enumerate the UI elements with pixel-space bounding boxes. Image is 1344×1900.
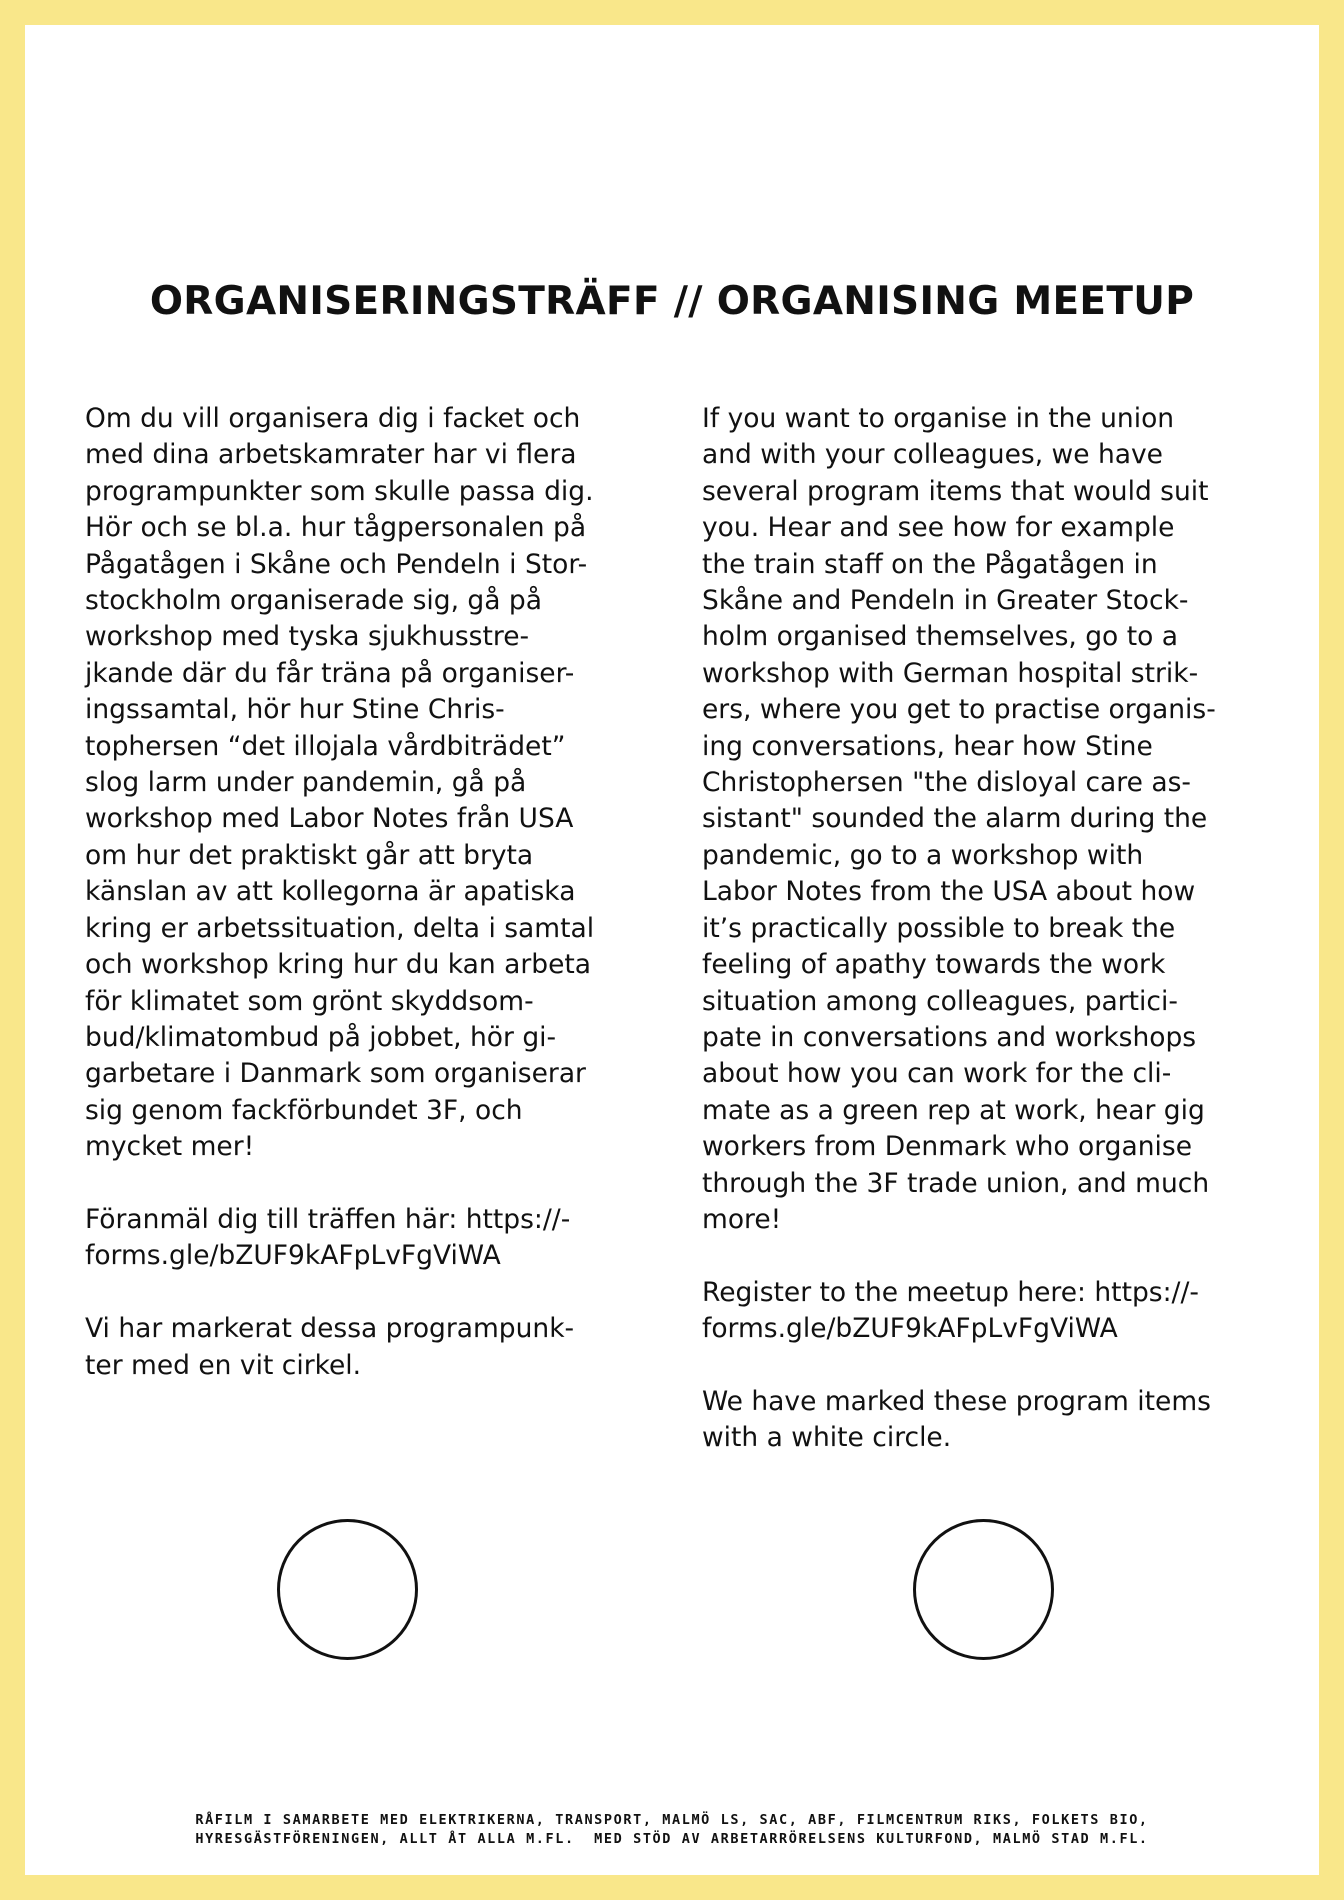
text-line: Pågatågen i Skåne och Pendeln i Stor-	[85, 548, 588, 580]
text-line: workshop with German hospital strik-	[702, 657, 1199, 689]
text-line: garbetare i Danmark som organiserar	[85, 1058, 586, 1090]
text-line: Christophersen "the disloyal care as-	[702, 767, 1191, 799]
text-line: Hör och se bl.a. hur tågpersonalen på	[85, 512, 587, 544]
text-line: We have marked these program items	[702, 1385, 1211, 1417]
text-line: situation among colleagues, partici-	[702, 985, 1178, 1017]
poster-page	[25, 25, 1319, 1875]
text-line: several program items that would suit	[702, 475, 1209, 507]
english-register-paragraph	[702, 1275, 1262, 1348]
text-line: Om du vill organisera dig i facket och	[85, 403, 581, 434]
text-line: ingssamtal, hör hur Stine Chris-	[85, 694, 505, 726]
text-line: mate as a green rep at work, hear gig	[702, 1094, 1205, 1126]
swedish-body-paragraph	[85, 401, 637, 1166]
text-line: ers, where you get to practise organis-	[702, 694, 1216, 726]
text-line: with a white circle.	[702, 1422, 952, 1454]
text-line: Vi har markerat dessa programpunk-	[85, 1313, 575, 1345]
text-line: Register to the meetup here: https://-	[702, 1276, 1199, 1308]
text-line: ter med en vit cirkel.	[85, 1349, 362, 1381]
swedish-marked-paragraph	[85, 1311, 637, 1384]
text-line: the train staff on the Pågatågen in	[702, 548, 1158, 580]
text-line: workers from Denmark who organise	[702, 1131, 1193, 1163]
text-line: you. Hear and see how for example	[702, 512, 1175, 544]
text-line: och workshop kring hur du kan arbeta	[85, 949, 592, 981]
text-line: and with your colleagues, we have	[702, 439, 1163, 471]
text-line: it’s practically possible to break the	[702, 912, 1176, 944]
text-line: forms.gle/bZUF9kAFpLvFgViWA	[85, 1240, 501, 1272]
text-line: workshop med tyska sjukhusstre-	[85, 621, 530, 653]
english-column	[702, 401, 1262, 1493]
white-circle-marker-swedish	[277, 1519, 418, 1660]
footer-credits-line-2: HYRESGÄSTFÖRENINGEN, ALLT ÅT ALLA M.FL. MED STÖD AV ARBETARRÖRELSENS KULTURFOND, MALMÖ STAD M.FL.	[195, 1831, 1149, 1847]
text-line: Föranmäl dig till träffen här: https://-	[85, 1203, 571, 1235]
text-line: jkande där du får träna på organiser-	[85, 657, 575, 689]
swedish-register-paragraph	[85, 1202, 637, 1275]
text-line: holm organised themselves, go to a	[702, 621, 1178, 653]
text-line: med dina arbetskamrater har vi flera	[85, 439, 577, 471]
text-line: bud/klimatombud på jobbet, hör gi-	[85, 1021, 557, 1053]
text-line: more!	[702, 1203, 782, 1235]
text-line: Labor Notes from the USA about how	[702, 876, 1196, 908]
text-line: forms.gle/bZUF9kAFpLvFgViWA	[702, 1313, 1118, 1345]
text-line: ing conversations, hear how Stine	[702, 730, 1153, 762]
white-circle-marker-english	[913, 1519, 1054, 1660]
english-marked-paragraph	[702, 1384, 1262, 1457]
text-line: feeling of apathy towards the work	[702, 949, 1166, 981]
text-line: tophersen “det illojala vårdbiträdet”	[85, 730, 566, 762]
text-line: för klimatet som grönt skyddsom-	[85, 985, 534, 1017]
text-line: pandemic, go to a workshop with	[702, 839, 1144, 871]
text-line: pate in conversations and workshops	[702, 1021, 1197, 1053]
footer-credits-line-1: RÅFILM I SAMARBETE MED ELEKTRIKERNA, TRANSPORT, MALMÖ LS, SAC, ABF, FILMCENTRUM RIKS, FOLKETS BIO,	[195, 1812, 1149, 1828]
text-line: about how you can work for the cli-	[702, 1058, 1172, 1090]
english-body-paragraph	[702, 401, 1262, 1238]
text-line: If you want to organise in the union	[702, 403, 1175, 434]
text-line: känslan av att kollegorna är apatiska	[85, 876, 576, 908]
text-line: through the 3F trade union, and much	[702, 1167, 1210, 1199]
text-line: programpunkter som skulle passa dig.	[85, 475, 594, 507]
text-line: stockholm organiserade sig, gå på	[85, 585, 542, 617]
text-line: Skåne and Pendeln in Greater Stock-	[702, 585, 1189, 617]
text-line: sistant" sounded the alarm during the	[702, 803, 1208, 835]
text-line: kring er arbetssituation, delta i samtal	[85, 912, 595, 944]
text-line: om hur det praktiskt går att bryta	[85, 839, 534, 871]
text-line: slog larm under pandemin, gå på	[85, 767, 527, 799]
text-line: workshop med Labor Notes från USA	[85, 803, 574, 835]
text-line: sig genom fackförbundet 3F, och	[85, 1094, 523, 1126]
swedish-column	[85, 401, 637, 1420]
footer-credits	[25, 1811, 1319, 1849]
page-title: ORGANISERINGSTRÄFF // ORGANISING MEETUP	[149, 279, 1195, 324]
text-line: mycket mer!	[85, 1131, 255, 1163]
